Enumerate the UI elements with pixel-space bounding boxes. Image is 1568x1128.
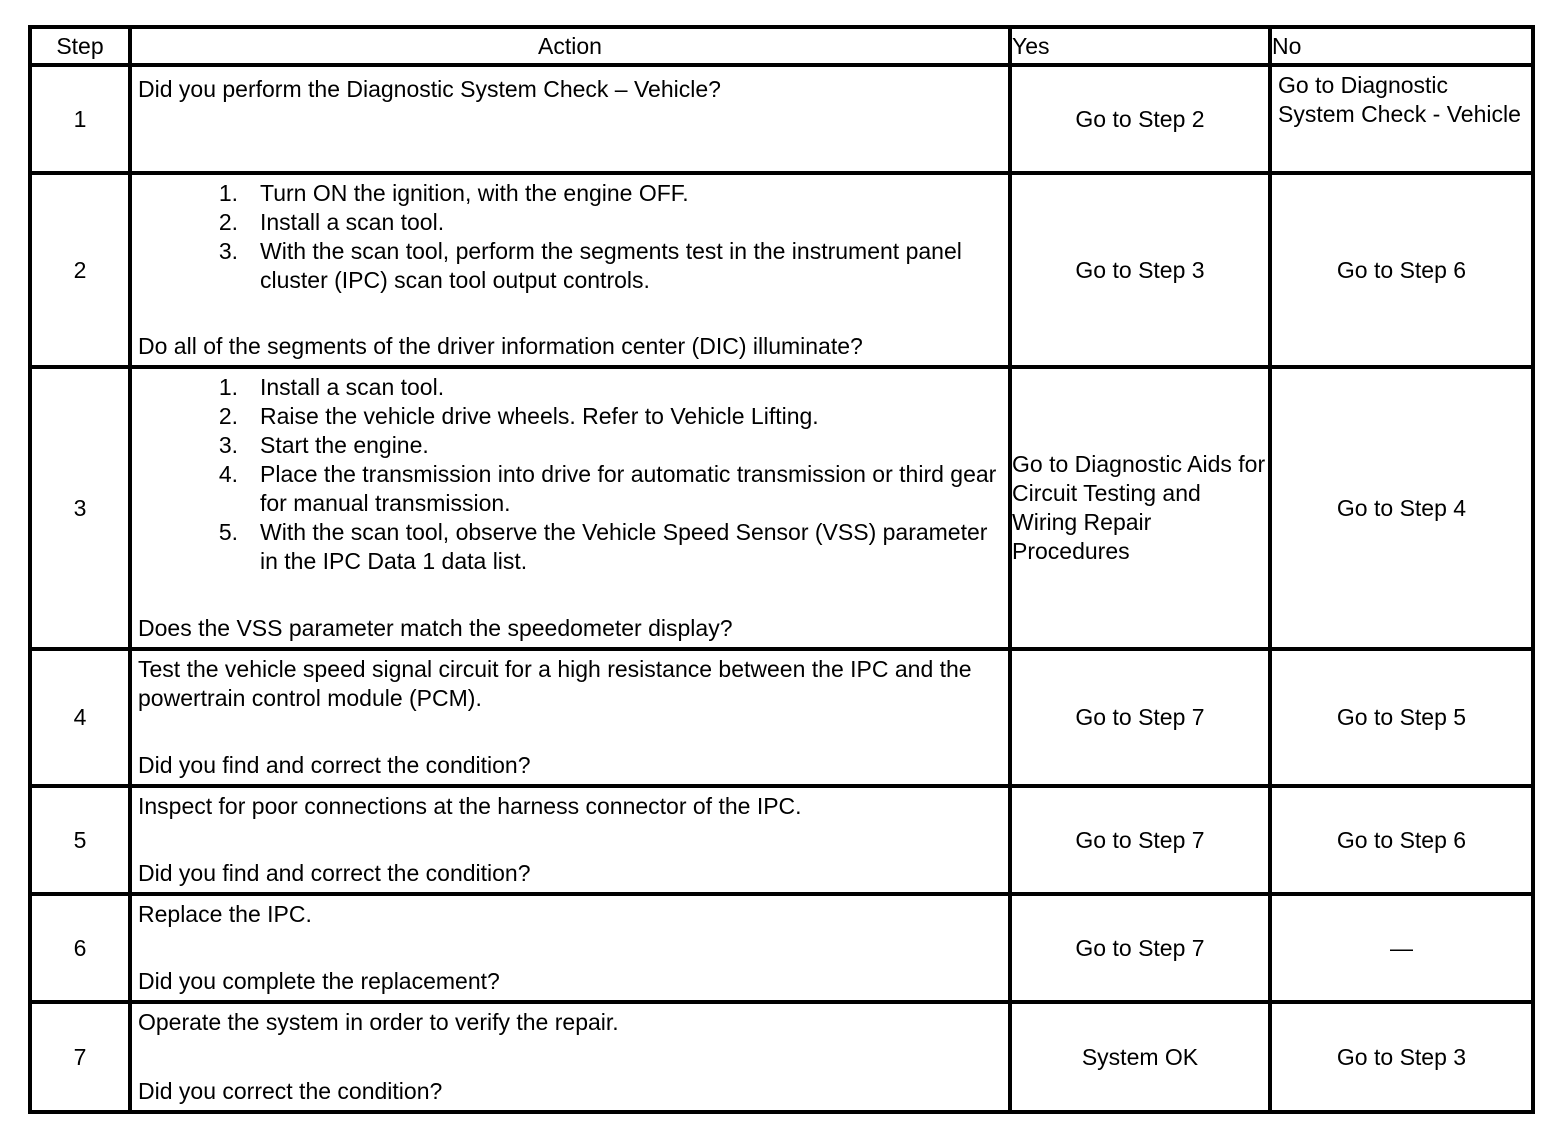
header-action: Action (130, 27, 1010, 65)
list-item-text: Turn ON the ignition, with the engine OFF. (260, 180, 689, 206)
list-item-number: 2. (218, 403, 238, 429)
step-number: 1 (30, 65, 130, 173)
action-question: Did you find and correct the condition? (138, 860, 531, 886)
table-row (30, 65, 1533, 173)
header-yes: Yes (1010, 27, 1270, 65)
action-intro: Replace the IPC. (138, 901, 312, 927)
action-intro: Did you perform the Diagnostic System Check – Vehicle? (138, 76, 721, 102)
list-item (138, 460, 1002, 518)
table-row (30, 173, 1533, 367)
list-item-number: 1. (218, 180, 238, 206)
list-item-text: Place the transmission into drive for automatic transmission or third gear for manual transmission. (260, 461, 997, 516)
list-item-number: 1. (218, 374, 238, 400)
list-item (138, 402, 1002, 431)
table-row (30, 894, 1533, 1002)
yes-result: Go to Step 7 (1010, 649, 1270, 786)
table-row (30, 367, 1533, 649)
action-cell (130, 894, 1010, 1002)
action-steps-list (138, 179, 1002, 295)
action-cell (130, 786, 1010, 894)
list-item (138, 237, 1002, 295)
step-number: 2 (30, 173, 130, 367)
step-number: 3 (30, 367, 130, 649)
yes-result: System OK (1010, 1002, 1270, 1112)
yes-result: Go to Step 2 (1010, 65, 1270, 173)
no-result: Go to Step 4 (1270, 367, 1533, 649)
no-result: Go to Step 5 (1270, 649, 1533, 786)
action-steps-list (138, 373, 1002, 576)
action-cell (130, 367, 1010, 649)
list-item (138, 179, 1002, 208)
list-item-text: With the scan tool, observe the Vehicle Speed Sensor (VSS) parameter in the IPC Data 1 data list. (260, 519, 988, 574)
list-item (138, 518, 1002, 576)
no-result: Go to Diagnostic System Check - Vehicle (1270, 65, 1533, 173)
diagnostic-table (28, 25, 1535, 1114)
list-item-text: With the scan tool, perform the segments test in the instrument panel cluster (IPC) scan tool output controls. (260, 238, 962, 293)
action-cell (130, 65, 1010, 173)
yes-result: Go to Step 7 (1010, 786, 1270, 894)
action-question: Did you correct the condition? (138, 1078, 443, 1104)
list-item-text: Start the engine. (260, 432, 429, 458)
no-result: Go to Step 6 (1270, 173, 1533, 367)
list-item-text: Install a scan tool. (260, 374, 445, 400)
header-row (30, 27, 1533, 65)
action-intro: Test the vehicle speed signal circuit for a high resistance between the IPC and the powertrain control module (PCM). (138, 656, 972, 711)
list-item (138, 373, 1002, 402)
list-item-text: Raise the vehicle drive wheels. Refer to Vehicle Lifting. (260, 403, 819, 429)
list-item-text: Install a scan tool. (260, 209, 445, 235)
no-result: Go to Step 6 (1270, 786, 1533, 894)
action-cell (130, 1002, 1010, 1112)
header-no: No (1270, 27, 1533, 65)
no-result: Go to Step 3 (1270, 1002, 1533, 1112)
step-number: 5 (30, 786, 130, 894)
action-intro: Inspect for poor connections at the harness connector of the IPC. (138, 793, 802, 819)
yes-result: Go to Step 7 (1010, 894, 1270, 1002)
step-number: 6 (30, 894, 130, 1002)
action-question: Did you complete the replacement? (138, 968, 500, 994)
table-row (30, 649, 1533, 786)
list-item (138, 431, 1002, 460)
list-item-number: 4. (218, 461, 238, 487)
list-item-number: 3. (218, 238, 238, 264)
action-intro: Operate the system in order to verify the repair. (138, 1009, 619, 1035)
yes-result: Go to Diagnostic Aids for Circuit Testing and Wiring Repair Procedures (1010, 367, 1270, 649)
action-question: Do all of the segments of the driver information center (DIC) illuminate? (138, 333, 863, 359)
step-number: 4 (30, 649, 130, 786)
list-item-number: 5. (218, 519, 238, 545)
table-row (30, 1002, 1533, 1112)
header-step: Step (30, 27, 130, 65)
list-item-number: 2. (218, 209, 238, 235)
list-item (138, 208, 1002, 237)
action-cell (130, 649, 1010, 786)
action-question: Did you find and correct the condition? (138, 752, 531, 778)
yes-result: Go to Step 3 (1010, 173, 1270, 367)
table-row (30, 786, 1533, 894)
step-number: 7 (30, 1002, 130, 1112)
action-cell (130, 173, 1010, 367)
list-item-number: 3. (218, 432, 238, 458)
action-question: Does the VSS parameter match the speedometer display? (138, 615, 733, 641)
no-result: — (1270, 894, 1533, 1002)
